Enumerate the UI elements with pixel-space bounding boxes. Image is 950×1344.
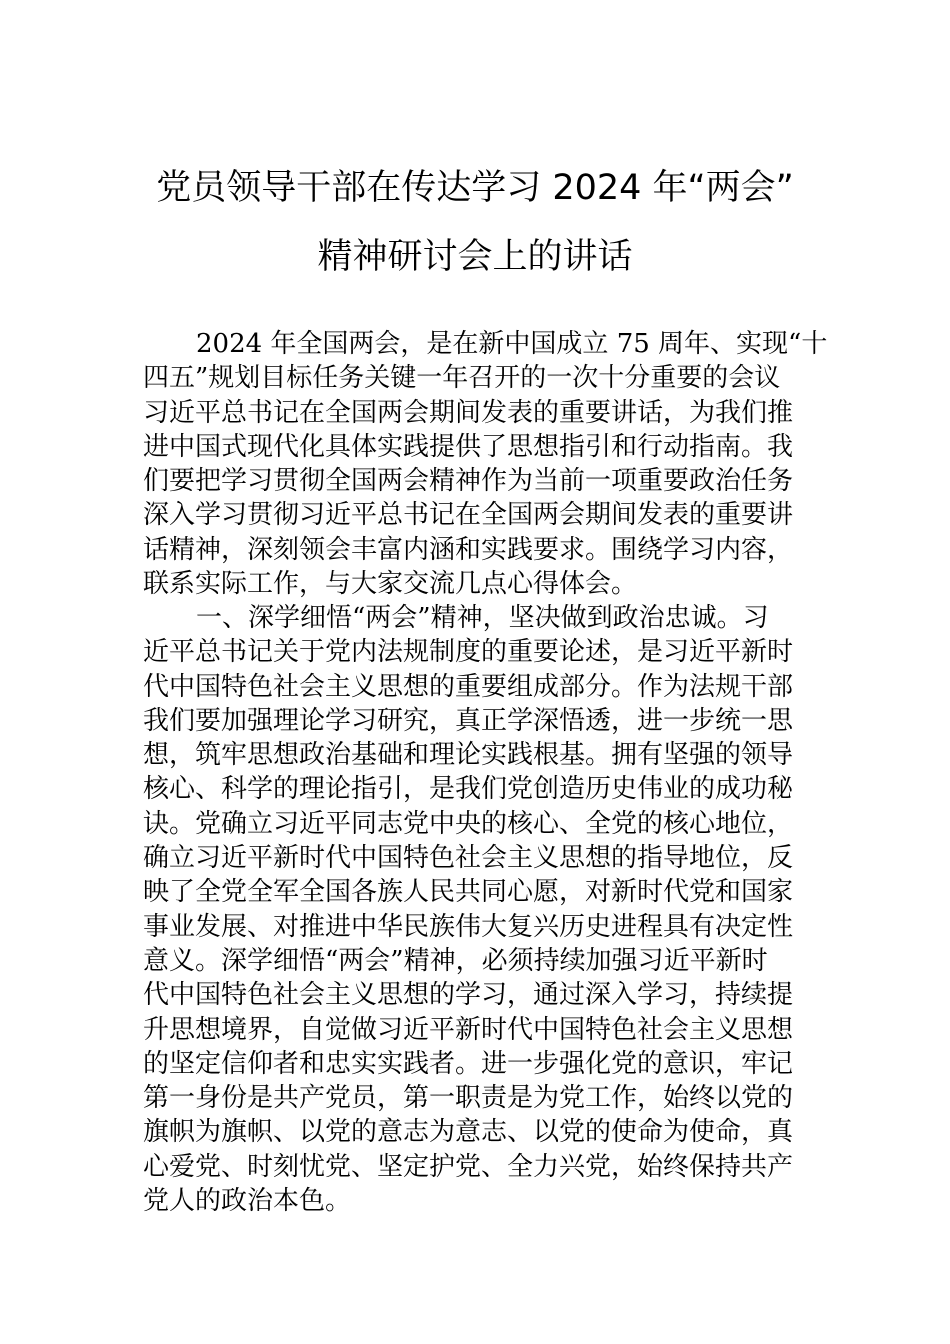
paragraph-line: 诀。党确立习近平同志党中央的核心、全党的核心地位，: [143, 808, 794, 839]
paragraph-line: 第一身份是共产党员，第一职责是为党工作，始终以党的: [143, 1083, 794, 1114]
paragraph-line: 意义。深学细悟“两会”精神，必须持续加强习近平新时: [143, 945, 768, 976]
document-title-line-1: 党员领导干部在传达学习 2024 年“两会”: [156, 168, 794, 208]
paragraph-line: 映了全党全军全国各族人民共同心愿，对新时代党和国家: [143, 877, 794, 908]
paragraph-line: 一、深学细悟“两会”精神，坚决做到政治忠诚。习: [196, 603, 769, 633]
paragraph-line: 代中国特色社会主义思想的学习，通过深入学习，持续提: [143, 980, 794, 1011]
paragraph-line: 想，筑牢思想政治基础和理论实践根基。拥有坚强的领导: [143, 740, 794, 771]
paragraph-line: 心爱党、时刻忧党、坚定护党、全力兴党，始终保持共产: [143, 1151, 794, 1182]
paragraph-line: 习近平总书记在全国两会期间发表的重要讲话，为我们推: [143, 397, 794, 428]
paragraph-line: 进中国式现代化具体实践提供了思想指引和行动指南。我: [143, 431, 794, 462]
paragraph-line: 近平总书记关于党内法规制度的重要论述，是习近平新时: [143, 637, 794, 668]
paragraph-line: 们要把学习贯彻全国两会精神作为当前一项重要政治任务: [143, 466, 794, 497]
paragraph-line: 核心、科学的理论指引，是我们党创造历史伟业的成功秘: [143, 774, 794, 805]
paragraph-line: 我们要加强理论学习研究，真正学深悟透，进一步统一思: [143, 705, 794, 736]
document-title-line-2: 精神研讨会上的讲话: [317, 237, 633, 277]
paragraph-line: 党人的政治本色。: [143, 1186, 352, 1217]
paragraph-line: 确立习近平新时代中国特色社会主义思想的指导地位，反: [143, 843, 794, 874]
paragraph-line: 2024 年全国两会，是在新中国成立 75 周年、实现“十: [196, 329, 828, 359]
paragraph-section-one: [143, 601, 823, 1218]
paragraph-line: 旗帜为旗帜、以党的意志为意志、以党的使命为使命，真: [143, 1117, 794, 1148]
paragraph-line: 事业发展、对推进中华民族伟大复兴历史进程具有决定性: [143, 911, 794, 942]
paragraph-line: 代中国特色社会主义思想的重要组成部分。作为法规干部: [143, 671, 794, 702]
paragraph-line: 的坚定信仰者和忠实实践者。进一步强化党的意识，牢记: [143, 1048, 794, 1079]
paragraph-line: 深入学习贯彻习近平总书记在全国两会期间发表的重要讲: [143, 500, 794, 531]
paragraph-line: 话精神，深刻领会丰富内涵和实践要求。围绕学习内容，: [143, 534, 794, 565]
paragraph-line: 升思想境界，自觉做习近平新时代中国特色社会主义思想: [143, 1014, 794, 1045]
paragraph-line: 四五”规划目标任务关键一年召开的一次十分重要的会议: [143, 363, 781, 394]
paragraph-intro: [143, 327, 828, 601]
paragraph-line: 联系实际工作，与大家交流几点心得体会。: [143, 569, 638, 600]
